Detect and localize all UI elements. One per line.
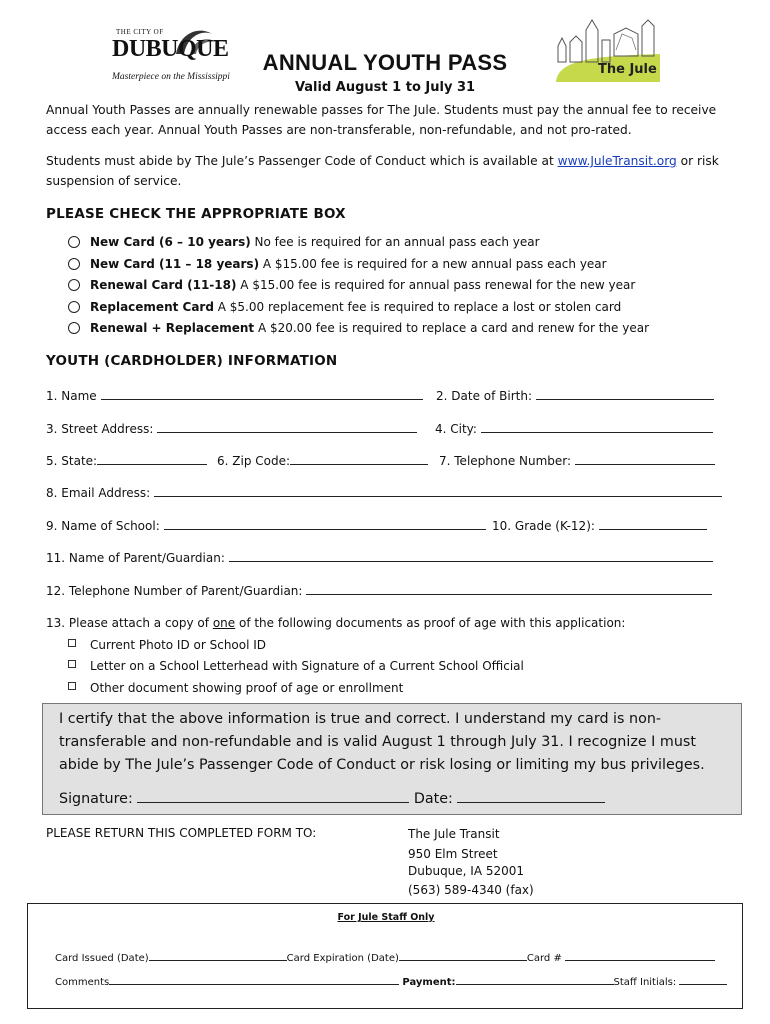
option-replacement-card[interactable] <box>68 297 621 317</box>
date-label: Date: <box>413 791 453 807</box>
logo-jule-text: The Jule <box>598 62 657 77</box>
option-description: A $20.00 fee is required to replace a card and renew for the year <box>254 321 650 335</box>
address-line-3: Dubuque, IA 52001 <box>408 864 525 878</box>
staff-initials-label: Staff Initials: <box>613 977 677 988</box>
comments-label: Comments <box>55 977 110 988</box>
jule-transit-link[interactable]: www.JuleTransit.org <box>557 154 677 168</box>
doc-option-label: Letter on a School Letterhead with Signature of a Current School Official <box>90 659 524 673</box>
radio-circle-icon[interactable] <box>68 301 80 313</box>
email-input-line[interactable] <box>154 484 722 497</box>
option-label-bold: New Card (6 – 10 years) <box>90 235 251 249</box>
address-line-1: The Jule Transit <box>408 827 500 841</box>
payment-input-line[interactable] <box>456 974 614 985</box>
state-label: 5. State: <box>46 454 98 468</box>
staff-only-box <box>27 903 743 1009</box>
radio-circle-icon[interactable] <box>68 258 80 270</box>
logo-dubuque-text: DUBUQUE <box>112 36 229 62</box>
radio-circle-icon[interactable] <box>68 322 80 334</box>
city-input-line[interactable] <box>481 420 713 433</box>
option-label-bold: New Card (11 – 18 years) <box>90 257 260 271</box>
city-label: 4. City: <box>435 422 477 436</box>
staff-row-card-info <box>55 950 715 964</box>
address-line-4: (563) 589-4340 (fax) <box>408 883 534 897</box>
parent-name-field[interactable] <box>46 549 713 567</box>
city-field[interactable] <box>435 420 713 438</box>
zip-label: 6. Zip Code: <box>217 454 291 468</box>
card-number-label: Card # <box>526 953 562 964</box>
parent-phone-input-line[interactable] <box>306 582 712 595</box>
street-input-line[interactable] <box>157 420 417 433</box>
option-renewal-card[interactable] <box>68 275 635 295</box>
attach-text-underlined: one <box>212 616 236 630</box>
option-description: No fee is required for an annual pass each year <box>250 235 540 249</box>
option-renewal-replacement[interactable] <box>68 318 649 338</box>
dob-label: 2. Date of Birth: <box>436 389 532 403</box>
parent-phone-field[interactable] <box>46 582 712 600</box>
grade-label: 10. Grade (K-12): <box>492 519 595 533</box>
checkbox-icon[interactable] <box>68 660 76 668</box>
school-field[interactable] <box>46 517 486 535</box>
grade-input-line[interactable] <box>599 517 707 530</box>
logo-tagline: Masterpiece on the Mississippi <box>112 72 230 82</box>
comments-input-line[interactable] <box>109 974 399 985</box>
phone-label: 7. Telephone Number: <box>439 454 572 468</box>
phone-field[interactable] <box>439 452 715 470</box>
name-input-line[interactable] <box>101 387 423 400</box>
email-field[interactable] <box>46 484 722 502</box>
school-label: 9. Name of School: <box>46 519 160 533</box>
payment-label: Payment: <box>402 977 456 988</box>
doc-option-label: Current Photo ID or School ID <box>90 638 267 652</box>
radio-circle-icon[interactable] <box>68 236 80 248</box>
parent-name-label: 11. Name of Parent/Guardian: <box>46 551 225 565</box>
parent-phone-label: 12. Telephone Number of Parent/Guardian: <box>46 584 303 598</box>
attach-text-after: of the following documents as proof of age with this application: <box>235 616 626 630</box>
doc-option-letterhead[interactable] <box>68 657 524 675</box>
certification-box <box>42 703 742 815</box>
page-subtitle: Valid August 1 to July 31 <box>294 80 476 95</box>
staff-row-comments <box>55 974 727 988</box>
check-box-heading: PLEASE CHECK THE APPROPRIATE BOX <box>46 206 346 222</box>
name-field[interactable] <box>46 387 423 405</box>
state-field[interactable] <box>46 452 207 470</box>
checkbox-icon[interactable] <box>68 639 76 647</box>
address-line-2: 950 Elm Street <box>408 847 498 861</box>
certification-text: I certify that the above information is true and correct. I understand my card is non-transferable and non-refundable and is valid August 1 through July 31. I recognize I must abide by The Jule’s Passenger Code of Conduct or risk losing or limiting my bus privileges. <box>59 711 705 773</box>
conduct-text-before: Students must abide by The Jule’s Passenger Code of Conduct which is available at <box>46 154 558 168</box>
card-number-input-line[interactable] <box>565 950 715 961</box>
youth-info-heading: YOUTH (CARDHOLDER) INFORMATION <box>46 353 338 369</box>
staff-only-title: For Jule Staff Only <box>337 912 435 923</box>
option-label-bold: Replacement Card <box>90 300 214 314</box>
street-label: 3. Street Address: <box>46 422 154 436</box>
conduct-text-after: or risk suspension of service. <box>46 154 719 188</box>
page-title: ANNUAL YOUTH PASS <box>262 50 508 75</box>
state-input-line[interactable] <box>97 452 207 465</box>
zip-input-line[interactable] <box>290 452 428 465</box>
staff-initials-input-line[interactable] <box>679 974 727 985</box>
school-input-line[interactable] <box>164 517 486 530</box>
dob-field[interactable] <box>436 387 714 405</box>
street-field[interactable] <box>46 420 417 438</box>
option-description: A $5.00 replacement fee is required to replace a lost or stolen card <box>213 300 622 314</box>
option-label-bold: Renewal + Replacement <box>90 321 255 335</box>
logo-city-of-text: THE CITY OF <box>116 28 164 36</box>
name-label: 1. Name <box>46 389 97 403</box>
email-label: 8. Email Address: <box>46 486 151 500</box>
signature-label: Signature: <box>59 791 133 807</box>
the-jule-logo <box>552 16 664 86</box>
conduct-paragraph <box>46 151 726 191</box>
doc-option-label: Other document showing proof of age or enrollment <box>90 681 404 695</box>
option-description: A $15.00 fee is required for annual pass renewal for the new year <box>236 278 636 292</box>
radio-circle-icon[interactable] <box>68 279 80 291</box>
card-expiration-label: Card Expiration (Date) <box>286 953 399 964</box>
intro-paragraph: Annual Youth Passes are annually renewable passes for The Jule. Students must pay the annual fee to receive access each year. Annual Youth Passes are non-transferable, non-refundable, and not pro-rated. <box>46 103 717 137</box>
option-new-card-6-10[interactable] <box>68 232 540 252</box>
zip-field[interactable] <box>217 452 428 470</box>
return-label: PLEASE RETURN THIS COMPLETED FORM TO: <box>46 826 317 840</box>
option-label-bold: Renewal Card (11-18) <box>90 278 237 292</box>
signature-input-line[interactable] <box>137 788 409 803</box>
grade-field[interactable] <box>492 517 707 535</box>
card-issued-label: Card Issued (Date) <box>55 953 149 964</box>
card-issued-input-line[interactable] <box>149 950 287 961</box>
option-new-card-11-18[interactable] <box>68 254 607 274</box>
attach-instruction <box>46 614 625 632</box>
attach-text-before: 13. Please attach a copy of <box>46 616 213 630</box>
dob-input-line[interactable] <box>536 387 714 400</box>
date-input-line[interactable] <box>457 788 605 803</box>
signature-row <box>59 788 605 807</box>
doc-option-other[interactable] <box>68 679 403 697</box>
phone-input-line[interactable] <box>575 452 715 465</box>
option-description: A $15.00 fee is required for a new annual pass each year <box>259 257 607 271</box>
card-expiration-input-line[interactable] <box>399 950 527 961</box>
doc-option-photo-id[interactable] <box>68 636 266 654</box>
checkbox-icon[interactable] <box>68 682 76 690</box>
parent-name-input-line[interactable] <box>229 549 713 562</box>
